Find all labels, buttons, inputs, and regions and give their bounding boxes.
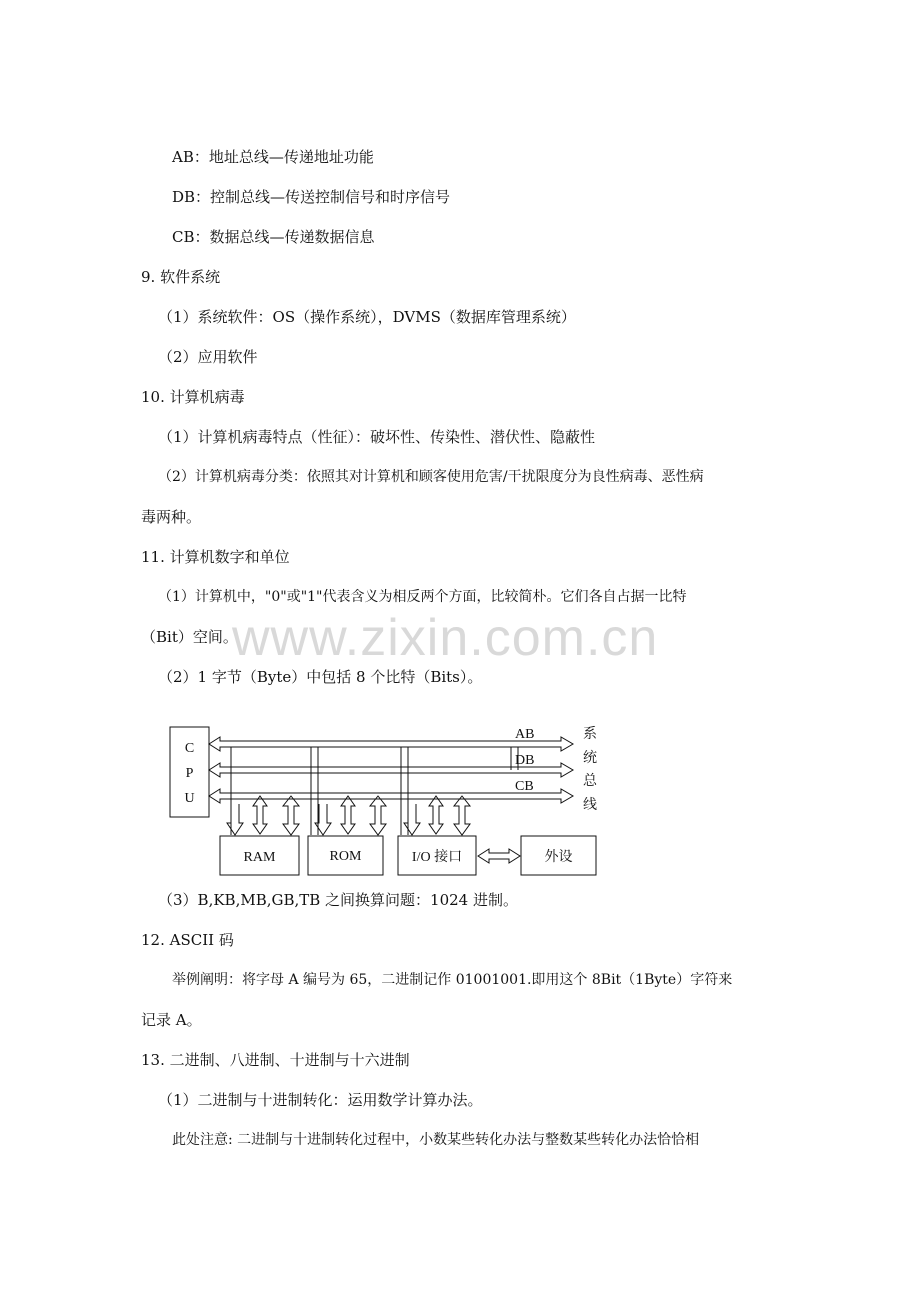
system-bus-char-1: 系: [583, 727, 597, 742]
binary-note: 此处注意: 二进制与十进制转化过程中，小数某些转化办法与整数某些转化办法恰恰相: [172, 1132, 700, 1148]
db-line: DB：控制总线—传送控制信号和时序信号: [172, 188, 451, 206]
heading-11: 11. 计算机数字和单位: [141, 548, 290, 566]
bus-structure-diagram: [165, 720, 615, 880]
heading-9: 9. 软件系统: [141, 268, 221, 286]
ram-label: RAM: [243, 850, 276, 865]
db-label: DB: [515, 753, 535, 768]
io-interface-label: I/O 接口: [411, 850, 463, 865]
ab-line: AB：地址总线—传递地址功能: [172, 148, 374, 166]
virus-2-line-b: 毒两种。: [141, 508, 202, 526]
heading-10: 10. 计算机病毒: [141, 388, 245, 406]
virus-2-line-a: （2）计算机病毒分类：依照其对计算机和顾客使用危害/干扰限度分为良性病毒、恶性病: [158, 469, 704, 485]
number-3: （3）B,KB,MB,GB,TB 之间换算问题：1024 进制。: [158, 891, 518, 909]
binary-1: （1）二进制与十进制转化：运用数学计算办法。: [158, 1091, 483, 1109]
number-1-line-b: （Bit）空间。: [141, 628, 238, 646]
ascii-line-a: 举例阐明：将字母 A 编号为 65，二进制记作 01001001.即用这个 8Bit（1Byte）字符来: [172, 972, 733, 988]
system-bus-char-2: 统: [583, 751, 597, 766]
rom-arrows: [315, 796, 386, 835]
virus-1: （1）计算机病毒特点（性征）：破坏性、传染性、潜伏性、隐蔽性: [158, 428, 596, 446]
cpu-letter-p: P: [185, 766, 194, 781]
system-bus-char-3: 总: [583, 774, 597, 789]
cb-label: CB: [515, 779, 534, 794]
software-1: （1）系统软件：OS（操作系统），DVMS（数据库管理系统）: [158, 308, 576, 326]
cpu-letter-u: U: [184, 791, 195, 806]
system-bus-char-4: 线: [583, 798, 597, 813]
cpu-letter-c: C: [184, 741, 195, 756]
io-peripheral-arrow: [478, 849, 520, 863]
ab-label: AB: [515, 727, 535, 742]
ascii-line-b: 记录 A。: [141, 1011, 202, 1029]
number-2: （2）1 字节（Byte）中包括 8 个比特（Bits）。: [158, 668, 483, 686]
heading-13: 13. 二进制、八进制、十进制与十六进制: [141, 1051, 410, 1069]
peripheral-label: 外设: [544, 850, 573, 865]
watermark: www.zixin.com.cn: [232, 609, 659, 667]
software-2: （2）应用软件: [158, 348, 258, 366]
number-1-line-a: （1）计算机中，"0"或"1"代表含义为相反两个方面，比较简朴。它们各自占据一比特: [158, 589, 687, 605]
cb-line: CB：数据总线—传递数据信息: [172, 228, 375, 246]
io-arrows: [404, 796, 470, 835]
rom-label: ROM: [329, 849, 362, 864]
heading-12: 12. ASCII 码: [141, 931, 234, 949]
ram-arrows: [227, 796, 299, 835]
